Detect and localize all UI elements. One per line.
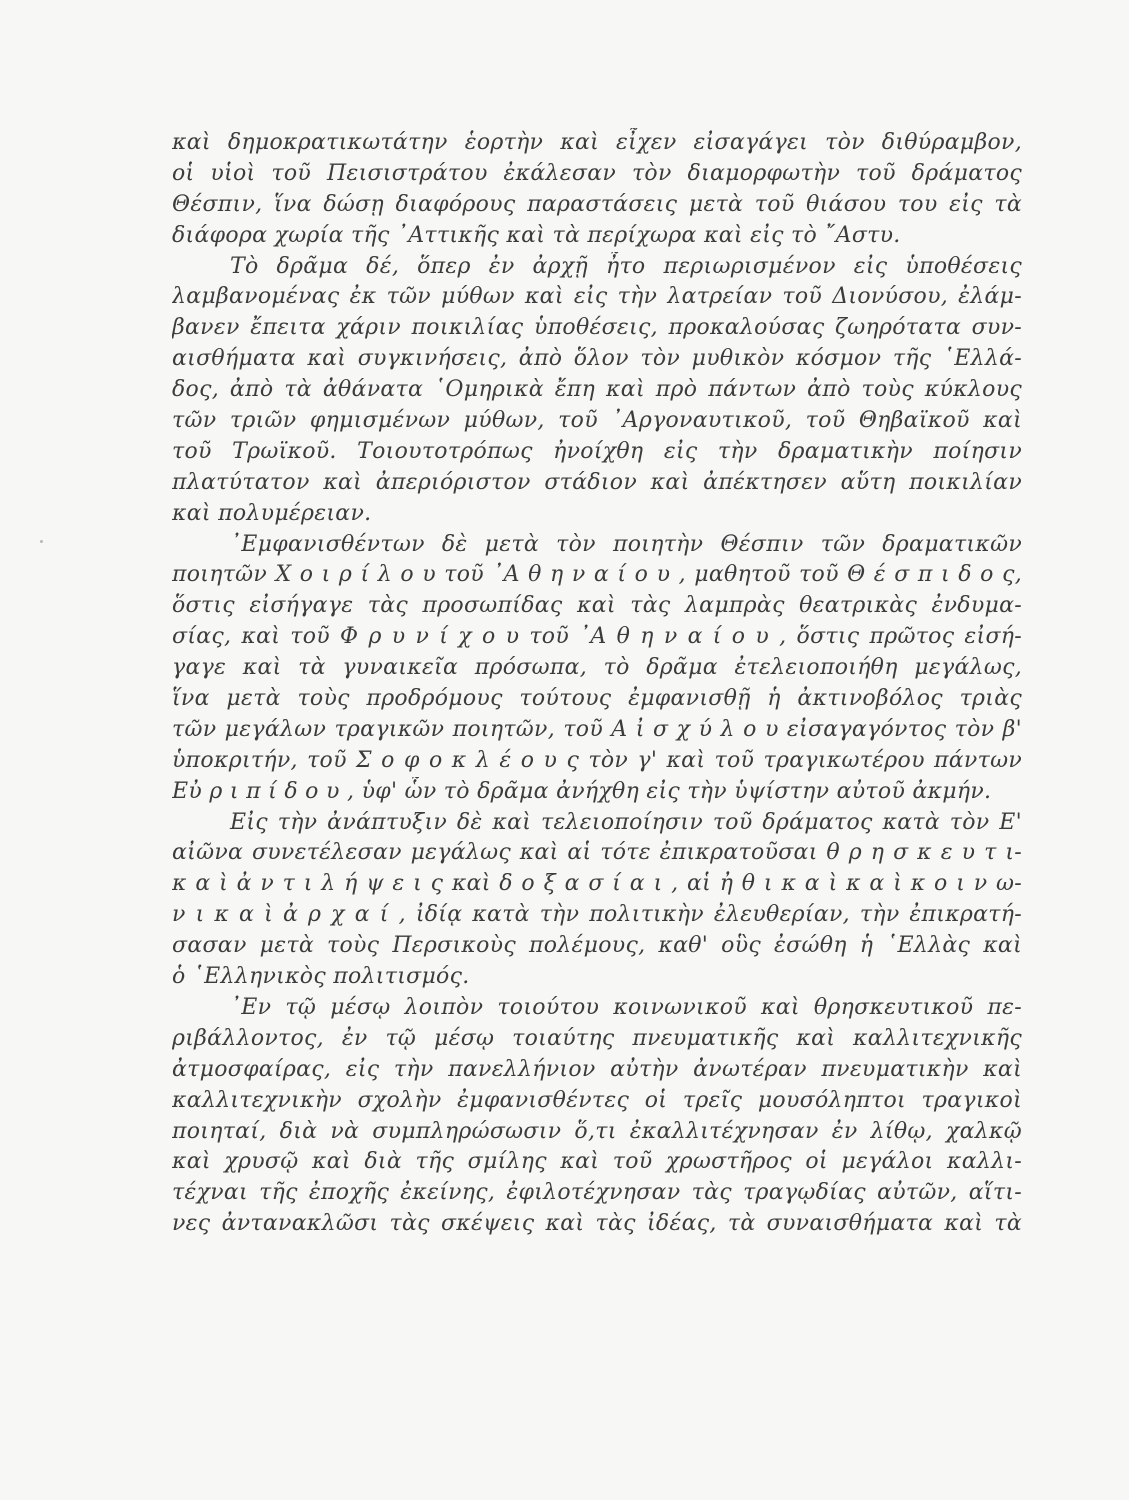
text-line: λαμβανομένας ἐκ τῶν μύθων καὶ εἰς τὴν λατρείαν τοῦ Διονύσου, ἐλάμ- [172,284,1022,310]
text-line: αἰῶνα συνετέλεσαν μεγάλως καὶ αἱ τότε ἐπικρατοῦσαι θ ρ η σ κ ε υ τ ι- [172,840,1022,866]
text-line: ὅστις εἰσήγαγε τὰς προσωπίδας καὶ τὰς λαμπρὰς θεατρικὰς ἐνδυμα- [172,593,1022,619]
text-line: ᾿Εν τῷ μέσῳ λοιπὸν τοιούτου κοινωνικοῦ καὶ θρησκευτικοῦ πε- [230,994,1022,1020]
text-line: κ α ὶ ἀ ν τ ι λ ή ψ ε ι ς καὶ δ ο ξ α σ ί α ι , αἱ ἠ θ ι κ α ὶ κ α ὶ κ ο ι ν ω- [172,871,1022,897]
text-line: γαγε καὶ τὰ γυναικεῖα πρόσωπα, τὸ δρᾶμα ἐτελειοποιήθη μεγάλως, [172,655,1022,681]
text-line: ποιητῶν Χ ο ι ρ ί λ ο υ τοῦ ᾿Α θ η ν α ί ο υ , μαθητοῦ τοῦ Θ έ σ π ι δ ο ς, [172,562,1022,588]
text-line: πλατύτατον καὶ ἀπεριόριστον στάδιον καὶ ἀπέκτησεν αὕτη ποικιλίαν [172,469,1022,495]
text-line: τέχναι τῆς ἐποχῆς ἐκείνης, ἐφιλοτέχνησαν τὰς τραγῳδίας αὐτῶν, αἵτι- [172,1180,1022,1206]
text-line: νες ἀντανακλῶσι τὰς σκέψεις καὶ τὰς ἰδέας, τὰ συναισθήματα καὶ τὰ [172,1211,1022,1237]
text-line: σασαν μετὰ τοὺς Περσικοὺς πολέμους, καθ' οὓς ἐσώθη ἡ ῾Ελλὰς καὶ [172,933,1022,959]
text-line: καὶ χρυσῷ καὶ διὰ τῆς σμίλης καὶ τοῦ χρωστῆρος οἱ μεγάλοι καλλι- [172,1149,1022,1175]
text-line: βανεν ἔπειτα χάριν ποικιλίας ὑποθέσεις, προκαλούσας ζωηρότατα συν- [172,315,1022,341]
text-line: Θέσπιν, ἵνα δώσῃ διαφόρους παραστάσεις μετὰ τοῦ θιάσου του εἰς τὰ [172,191,1022,217]
paper-speck [40,540,43,543]
text-line: ποιηταί, διὰ νὰ συμπληρώσωσιν ὅ,τι ἐκαλλιτέχνησαν ἐν λίθῳ, χαλκῷ [172,1118,1022,1144]
text-line: τῶν μεγάλων τραγικῶν ποιητῶν, τοῦ Α ἰ σ χ ύ λ ο υ εἰσαγαγόντος τὸν β' [172,716,1022,742]
text-line: καὶ δημοκρατικωτάτην ἑορτὴν καὶ εἶχεν εἰσαγάγει τὸν διθύραμβον, [172,130,1022,155]
text-line: Τὸ δρᾶμα δέ, ὅπερ ἐν ἀρχῇ ἦτο περιωρισμένον εἰς ὑποθέσεις [230,253,1022,279]
text-line: ριβάλλοντος, ἐν τῷ μέσῳ τοιαύτης πνευματικῆς καὶ καλλιτεχνικῆς [172,1025,1022,1051]
text-line: τοῦ Τρωϊκοῦ. Τοιουτοτρόπως ἠνοίχθη εἰς τὴν δραματικὴν ποίησιν [172,438,1022,464]
text-line: τῶν τριῶν φημισμένων μύθων, τοῦ ᾿Αργοναυτικοῦ, τοῦ Θηβαϊκοῦ καὶ [172,408,1022,434]
text-line: δος, ἀπὸ τὰ ἀθάνατα ῾Ομηρικὰ ἔπη καὶ πρὸ πάντων ἀπὸ τοὺς κύκλους [172,377,1022,403]
text-line: καὶ πολυμέρειαν. [172,500,372,526]
text-line: σίας, καὶ τοῦ Φ ρ υ ν ί χ ο υ τοῦ ᾿Α θ η ν α ί ο υ , ὅστις πρῶτος εἰσή- [172,624,1022,650]
text-line: ἀτμοσφαίρας, εἰς τὴν πανελλήνιον αὐτὴν ἀνωτέραν πνευματικὴν καὶ [172,1056,1022,1082]
text-line: ν ι κ α ὶ ἀ ρ χ α ί , ἰδίᾳ κατὰ τὴν πολιτικὴν ἐλευθερίαν, τὴν ἐπικρατή- [172,902,1022,928]
text-line: Εἰς τὴν ἀνάπτυξιν δὲ καὶ τελειοποίησιν τοῦ δράματος κατὰ τὸν Ε' [230,809,1022,835]
text-line: οἱ υἱοὶ τοῦ Πεισιστράτου ἐκάλεσαν τὸν διαμορφωτὴν τοῦ δράματος [172,160,1022,186]
text-line: ἵνα μετὰ τοὺς προδρόμους τούτους ἐμφανισθῇ ἡ ἀκτινοβόλος τριὰς [172,686,1022,712]
body-text [172,128,1022,1240]
text-line: ὑποκριτήν, τοῦ Σ ο φ ο κ λ έ ο υ ς τὸν γ' καὶ τοῦ τραγικωτέρου πάντων [172,747,1022,773]
text-line: Εὐ ρ ι π ί δ ο υ , ὑφ' ὧν τὸ δρᾶμα ἀνήχθη εἰς τὴν ὑψίστην αὐτοῦ ἀκμήν. [172,778,992,804]
text-line: καλλιτεχνικὴν σχολὴν ἐμφανισθέντες οἱ τρεῖς μουσόληπτοι τραγικοὶ [172,1087,1022,1113]
text-line: αισθήματα καὶ συγκινήσεις, ἀπὸ ὅλον τὸν μυθικὸν κόσμον τῆς ῾Ελλά- [172,346,1022,372]
text-line: ᾿Εμφανισθέντων δὲ μετὰ τὸν ποιητὴν Θέσπιν τῶν δραματικῶν [230,531,1022,557]
text-line: ὁ ῾Ελληνικὸς πολιτισμός. [172,964,470,990]
text-line: διάφορα χωρία τῆς ᾿Αττικῆς καὶ τὰ περίχωρα καὶ εἰς τὸ ῎Αστυ. [172,222,901,248]
